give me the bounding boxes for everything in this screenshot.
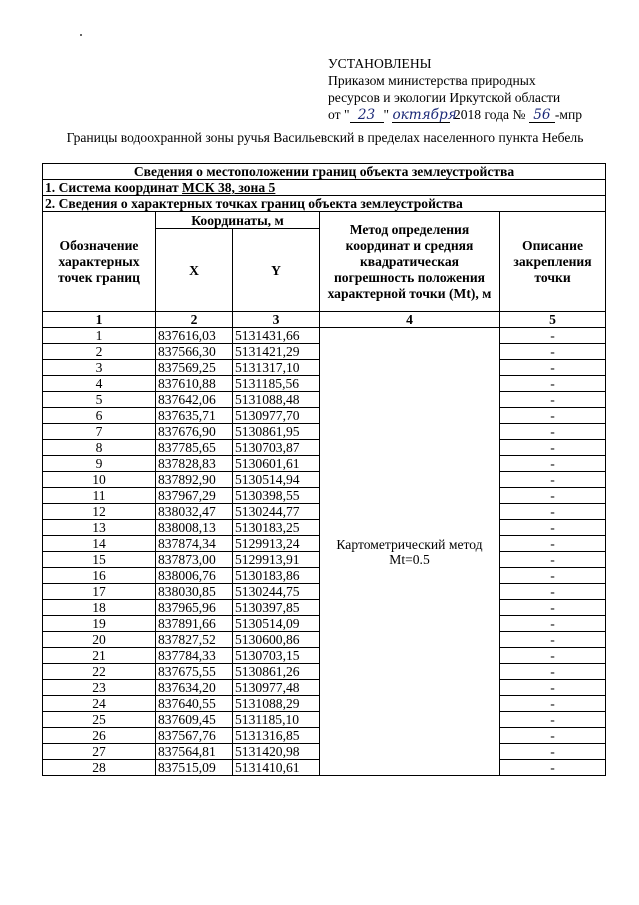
coordinate-y: 5130861,26	[233, 664, 320, 680]
coordinate-y: 5131088,48	[233, 392, 320, 408]
method-cell	[320, 328, 500, 776]
coordinate-x: 837640,55	[156, 696, 233, 712]
coordinate-y: 5130600,86	[233, 632, 320, 648]
coordinate-y: 5130397,85	[233, 600, 320, 616]
coordinate-y: 5130244,77	[233, 504, 320, 520]
approval-block	[328, 55, 582, 123]
coordinate-x: 837827,52	[156, 632, 233, 648]
handwritten-month: октября	[392, 107, 457, 123]
point-number: 22	[43, 664, 156, 680]
point-number: 7	[43, 424, 156, 440]
coordinate-x: 837569,25	[156, 360, 233, 376]
scan-speck	[80, 34, 82, 36]
header-x: X	[156, 229, 233, 312]
point-description: -	[500, 680, 606, 696]
coordinate-y: 5130703,15	[233, 648, 320, 664]
method-name: Картометрический метод	[336, 536, 483, 552]
coordinate-x: 837676,90	[156, 424, 233, 440]
point-number: 12	[43, 504, 156, 520]
point-description: -	[500, 504, 606, 520]
coordinate-y: 5130398,55	[233, 488, 320, 504]
coordinate-x: 837610,88	[156, 376, 233, 392]
coordinate-y: 5130244,75	[233, 584, 320, 600]
coordinate-y: 5130183,86	[233, 568, 320, 584]
point-description: -	[500, 568, 606, 584]
header-description: Описание закрепления точки	[500, 212, 606, 312]
point-description: -	[500, 472, 606, 488]
coordinate-y: 5130977,70	[233, 408, 320, 424]
boundary-points-table	[42, 163, 606, 776]
point-number: 23	[43, 680, 156, 696]
coordinate-x: 837609,45	[156, 712, 233, 728]
coordinate-x: 837874,34	[156, 536, 233, 552]
coordinate-x: 837564,81	[156, 744, 233, 760]
point-description: -	[500, 664, 606, 680]
method-accuracy: Mt=0.5	[389, 551, 430, 567]
header-y: Y	[233, 229, 320, 312]
coordinate-y: 5131088,29	[233, 696, 320, 712]
point-number: 14	[43, 536, 156, 552]
point-description: -	[500, 648, 606, 664]
coordinate-y: 5129913,24	[233, 536, 320, 552]
point-number: 16	[43, 568, 156, 584]
point-number: 5	[43, 392, 156, 408]
point-number: 27	[43, 744, 156, 760]
coordinate-y: 5131317,10	[233, 360, 320, 376]
coordinate-y: 5130601,61	[233, 456, 320, 472]
coordinate-x: 837616,03	[156, 328, 233, 344]
point-number: 24	[43, 696, 156, 712]
coordinate-y: 5131421,29	[233, 344, 320, 360]
coordinate-y: 5131185,10	[233, 712, 320, 728]
point-description: -	[500, 760, 606, 776]
point-description: -	[500, 392, 606, 408]
point-description: -	[500, 632, 606, 648]
point-number: 4	[43, 376, 156, 392]
column-number-4: 4	[320, 312, 500, 328]
column-number-2: 2	[156, 312, 233, 328]
point-description: -	[500, 696, 606, 712]
point-number: 17	[43, 584, 156, 600]
coordinate-x: 837967,29	[156, 488, 233, 504]
approval-heading: УСТАНОВЛЕНЫ	[328, 56, 432, 71]
date-quote: "	[383, 107, 390, 122]
point-number: 13	[43, 520, 156, 536]
date-year: 2018 года №	[453, 107, 526, 122]
point-description: -	[500, 360, 606, 376]
header-coordinates: Координаты, м	[156, 212, 320, 229]
point-description: -	[500, 536, 606, 552]
coordinate-y: 5131431,66	[233, 328, 320, 344]
point-description: -	[500, 744, 606, 760]
coordinate-x: 838006,76	[156, 568, 233, 584]
point-number: 21	[43, 648, 156, 664]
point-number: 19	[43, 616, 156, 632]
coordinate-x: 837634,20	[156, 680, 233, 696]
coordinate-x: 838030,85	[156, 584, 233, 600]
coordinate-x: 837675,55	[156, 664, 233, 680]
coordinate-system-value: МСК 38, зона 5	[182, 180, 276, 195]
point-number: 26	[43, 728, 156, 744]
point-description: -	[500, 600, 606, 616]
handwritten-day: 23	[350, 108, 384, 123]
header-method: Метод определения координат и средняя квадратическая погрешность положения характерной точки (Mt), м	[320, 212, 500, 312]
point-number: 8	[43, 440, 156, 456]
column-number-5: 5	[500, 312, 606, 328]
approval-date-line	[328, 106, 582, 123]
section-title: Сведения о местоположении границ объекта землеустройства	[43, 164, 606, 180]
coordinate-x: 837642,06	[156, 392, 233, 408]
coordinate-x: 837785,65	[156, 440, 233, 456]
coordinate-y: 5130183,25	[233, 520, 320, 536]
point-number: 10	[43, 472, 156, 488]
point-description: -	[500, 376, 606, 392]
coordinate-x: 837635,71	[156, 408, 233, 424]
coordinate-y: 5129913,91	[233, 552, 320, 568]
point-description: -	[500, 408, 606, 424]
point-number: 15	[43, 552, 156, 568]
points-section-title: 2. Сведения о характерных точках границ объекта землеустройства	[43, 196, 606, 212]
handwritten-number: 56	[529, 108, 555, 123]
date-prefix: от "	[328, 107, 350, 122]
coordinate-x: 838032,47	[156, 504, 233, 520]
coordinate-x: 838008,13	[156, 520, 233, 536]
coordinate-x: 837566,30	[156, 344, 233, 360]
point-description: -	[500, 552, 606, 568]
point-description: -	[500, 488, 606, 504]
point-number: 1	[43, 328, 156, 344]
point-number: 9	[43, 456, 156, 472]
column-number-1: 1	[43, 312, 156, 328]
point-number: 28	[43, 760, 156, 776]
approval-order-line: Приказом министерства природных	[328, 73, 536, 88]
point-description: -	[500, 328, 606, 344]
coordinate-y: 5131420,98	[233, 744, 320, 760]
point-number: 18	[43, 600, 156, 616]
coordinate-x: 837892,90	[156, 472, 233, 488]
point-number: 25	[43, 712, 156, 728]
point-description: -	[500, 616, 606, 632]
table-row	[43, 328, 606, 344]
coordinate-y: 5131185,56	[233, 376, 320, 392]
coordinate-x: 837784,33	[156, 648, 233, 664]
coordinate-y: 5131410,61	[233, 760, 320, 776]
point-description: -	[500, 456, 606, 472]
coordinate-x: 837873,00	[156, 552, 233, 568]
point-number: 6	[43, 408, 156, 424]
point-number: 11	[43, 488, 156, 504]
approval-ministry-line: ресурсов и экологии Иркутской области	[328, 90, 561, 105]
coordinate-x: 837891,66	[156, 616, 233, 632]
coordinate-y: 5130861,95	[233, 424, 320, 440]
point-description: -	[500, 344, 606, 360]
point-description: -	[500, 584, 606, 600]
point-description: -	[500, 712, 606, 728]
order-suffix: -мпр	[554, 107, 583, 122]
coordinate-x: 837965,96	[156, 600, 233, 616]
coordinate-x: 837567,76	[156, 728, 233, 744]
document-title: Границы водоохранной зоны ручья Васильевский в пределах населенного пункта Небель	[66, 130, 584, 145]
point-description: -	[500, 424, 606, 440]
point-description: -	[500, 440, 606, 456]
coordinate-y: 5130977,48	[233, 680, 320, 696]
coordinate-y: 5130514,09	[233, 616, 320, 632]
coordinate-x: 837828,83	[156, 456, 233, 472]
point-number: 20	[43, 632, 156, 648]
point-description: -	[500, 728, 606, 744]
coordinate-system-row	[43, 180, 606, 196]
coordinate-y: 5130514,94	[233, 472, 320, 488]
coordinate-y: 5130703,87	[233, 440, 320, 456]
point-description: -	[500, 520, 606, 536]
column-number-3: 3	[233, 312, 320, 328]
coordinate-system-label: 1. Система координат	[45, 180, 183, 195]
coordinate-y: 5131316,85	[233, 728, 320, 744]
point-number: 2	[43, 344, 156, 360]
coordinate-x: 837515,09	[156, 760, 233, 776]
point-number: 3	[43, 360, 156, 376]
header-point-designation: Обозначение характерных точек границ	[43, 212, 156, 312]
